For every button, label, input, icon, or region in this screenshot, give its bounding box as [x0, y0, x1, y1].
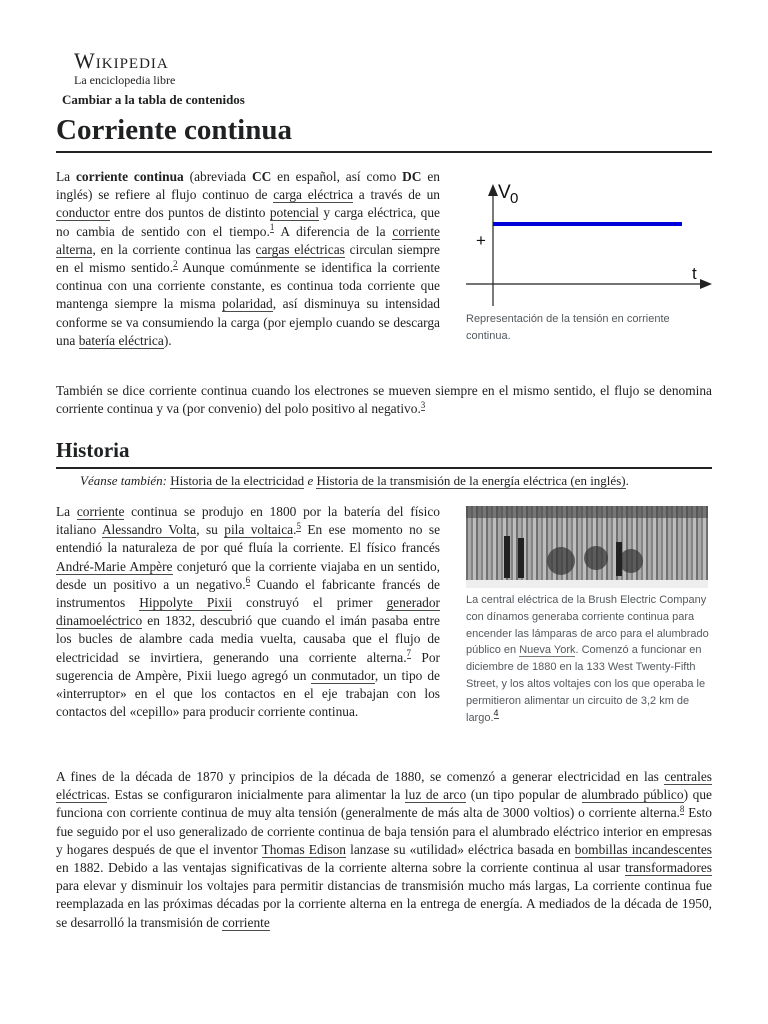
article-link[interactable]: Nueva York	[519, 644, 576, 657]
text-run: . Estas se configuraron inicialmente para alimentar la	[106, 787, 405, 803]
text-run: circulan siempre en el mismo sentido.	[56, 241, 440, 276]
text-run: , en la corriente continua las	[92, 241, 256, 257]
text-run: ).	[163, 332, 172, 348]
logo-wordmark: Wikipedia	[74, 48, 169, 73]
text-run: .	[293, 522, 297, 538]
bold-term: DC	[402, 169, 422, 184]
vertical-axis-arrow	[488, 184, 498, 196]
text-run: En ese momento no se entendió la naturaleza de por qué fluía la corriente. El físico francés	[56, 522, 441, 556]
article-link[interactable]: cargas eléctricas	[255, 241, 345, 257]
logo-tagline: La enciclopedia libre	[74, 73, 176, 87]
text-run: La	[56, 504, 77, 519]
figure-caption	[466, 311, 712, 345]
citation-link[interactable]: 1	[269, 222, 275, 233]
text-run: Aunque comúnmente se identifica la corriente continua con una corriente constante, es continua toda corriente que mantenga siempre la misma	[56, 260, 440, 312]
citation-link[interactable]: 8	[679, 803, 685, 814]
article-link[interactable]: polaridad	[222, 296, 273, 312]
italic-text: e	[304, 473, 317, 488]
article-link[interactable]: corriente	[222, 914, 270, 930]
text-run: (un tipo popular de	[466, 787, 582, 803]
article-link[interactable]: Thomas Edison	[261, 841, 346, 857]
article-link[interactable]: André-Marie Ampère	[56, 558, 173, 574]
article-link[interactable]: potencial	[269, 205, 319, 221]
engraving-illustration	[466, 506, 708, 588]
text-run: entre dos puntos de distinto	[109, 205, 270, 221]
text-run: . Comenzó a funcionar en diciembre de 1880 en la 133 West Twenty-Fifth Street, y los altos voltajes con los que operaba le permitieron alimentar un circuito de 3,2 km de largo.	[466, 644, 706, 724]
text-run: en inglés) se refiere al flujo continuo de	[56, 169, 440, 203]
text-run: También se dice corriente continua cuando los electrones se mueven siempre en el mismo sentido, el flujo se denomina corriente continua y va (por convenio) del polo positivo al negativo.	[56, 383, 712, 417]
axis-label-t: t	[692, 264, 697, 283]
article-link[interactable]: corriente	[76, 504, 125, 519]
text-run: conjeturó que la corriente viajaba en un sentido, desde un positivo a un negativo.	[56, 558, 440, 592]
text-run: a través de un	[353, 187, 440, 203]
citation-link[interactable]: 6	[245, 575, 251, 586]
text-run: , un tipo de «interruptor» en el que los contactos en el eje trabajan con los contactos del «cepillo» para producir corriente continua.	[56, 667, 440, 720]
article-link[interactable]: Hippolyte Pixii	[139, 595, 233, 611]
text-run: en 1882. Debido a las ventajas significativas de la corriente alterna sobre la corriente continua al usar	[56, 860, 625, 876]
text-run: La	[56, 169, 76, 184]
citation-link[interactable]: 5	[296, 520, 301, 531]
lead-paragraph	[56, 168, 440, 350]
second-paragraph	[56, 382, 712, 418]
citation-link[interactable]: 2	[173, 258, 178, 269]
bold-term: CC	[251, 169, 272, 184]
text-run: A fines de la década de 1870 y principios de la década de 1880, se comenzó a generar electricidad en las	[56, 769, 665, 784]
wikipedia-logo[interactable]	[74, 50, 175, 87]
article-link[interactable]: pila voltaica	[224, 522, 294, 538]
section-heading-historia: Historia	[56, 438, 712, 469]
article-link[interactable]: luz de arco	[404, 787, 467, 803]
article-link[interactable]: corriente alterna	[56, 223, 440, 257]
voltage-time-plot	[466, 178, 712, 308]
citation-link[interactable]: 4	[493, 707, 499, 718]
text-run: .	[625, 473, 629, 488]
article-link[interactable]: centrales eléctricas	[56, 769, 712, 803]
figure2-caption	[466, 592, 712, 726]
figure-brush-power-station	[466, 506, 712, 726]
axis-label-v: V	[498, 182, 511, 203]
article-link[interactable]: batería eléctrica	[78, 332, 164, 348]
text-run: en 1832, descubrió que cuando el imán pasaba entre los bucles de alambre cada media vuelta, causaba que el flujo de electricidad se invirtiera, generando una corriente alterna.	[56, 613, 440, 665]
page-title: Corriente continua	[56, 114, 712, 153]
article-link[interactable]: bombillas incandescentes	[574, 841, 713, 857]
text-run: Esto fue seguido por el uso generalizado de corriente continua de baja tensión para el alumbrado eléctrico interior en empresas y hogares después de que el inventor	[56, 805, 713, 857]
italic-text: Véanse también:	[80, 473, 171, 488]
article-link[interactable]: carga eléctrica	[273, 187, 354, 203]
text-run: continua se produjo en 1800 por la batería del físico italiano	[56, 504, 440, 538]
text-run: La central eléctrica de la Brush Electric Company con dínamos generaba corriente continua para encender las lámparas de arco para el alumbrado público en	[466, 594, 709, 657]
citation-link[interactable]: 7	[406, 648, 412, 659]
text-run: , su	[196, 522, 225, 538]
plus-sign-label: +	[476, 231, 486, 250]
article-link[interactable]: generador dinamoeléctrico	[56, 595, 441, 629]
article-link[interactable]: Alessandro Volta	[101, 522, 197, 538]
article-link[interactable]: Historia de la transmisión de la energía eléctrica (en inglés)	[316, 473, 626, 488]
citation-link[interactable]: 3	[420, 399, 426, 410]
text-run: A diferencia de la	[274, 223, 393, 239]
text-run: construyó el primer	[232, 595, 387, 611]
text-run: en español, así como	[271, 169, 403, 184]
text-run: (abreviada	[183, 169, 252, 184]
text-run: , así disminuya su intensidad conforme se va consumiendo la carga (por ejemplo cuando se descarga una	[56, 296, 441, 348]
article-link[interactable]: transformadores	[624, 860, 712, 876]
bold-term: corriente continua	[75, 169, 184, 184]
article-link[interactable]: conmutador	[311, 667, 375, 683]
history-paragraph-2	[56, 768, 712, 932]
horizontal-axis-arrow	[700, 279, 712, 289]
text-run: y carga eléctrica, que no cambia de sentido con el tiempo.	[56, 205, 440, 239]
figure-voltage-diagram	[466, 178, 712, 345]
text-run: ) que funciona con corriente continua de muy alta tensión (generalmente de más alta de 3000 voltios) o corriente alterna.	[56, 787, 712, 821]
article-link[interactable]: Historia de la electricidad	[170, 473, 305, 488]
toggle-toc-link[interactable]: Cambiar a la tabla de contenidos	[62, 92, 245, 107]
text-run: Representación de la tensión en corriente continua.	[466, 313, 670, 342]
text-run: para elevar y disminuir los voltajes para permitir distancias de transmisión mucho más largas, La corriente continua fue reemplazada en las próximas décadas por la corriente alterna en la entrega de energía. A mediados de la década de 1950, se desarrolló la transmisión de	[56, 878, 712, 930]
axis-label-v-subscript: 0	[510, 190, 519, 207]
power-station-engraving-image[interactable]	[466, 506, 708, 588]
article-link[interactable]: alumbrado público	[581, 787, 684, 803]
see-also-hatnote	[80, 472, 720, 490]
article-link[interactable]: conductor	[56, 205, 110, 221]
text-run: lanzase su «utilidad» eléctrica basada en	[345, 841, 575, 857]
history-paragraph-1	[56, 503, 440, 721]
text-run: Cuando el fabricante francés de instrumentos	[56, 576, 440, 611]
text-run: Por sugerencia de Ampère, Pixii luego agregó un	[56, 649, 440, 683]
